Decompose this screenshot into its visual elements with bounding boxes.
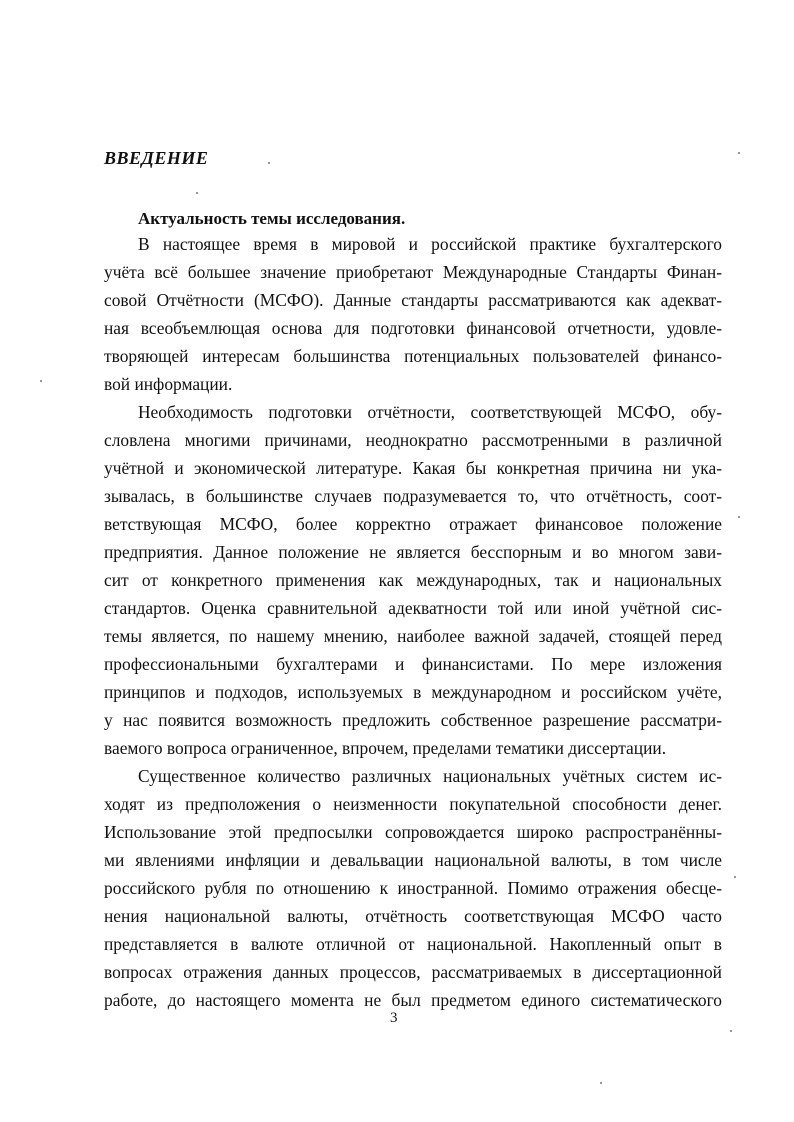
- text-line: словлена многими причинами, неоднократно рассмотренными в различной: [104, 430, 722, 450]
- scan-speck: [600, 1082, 602, 1084]
- text-line: Использование этой предпосылки сопровождается широко распространённы-: [104, 822, 722, 842]
- text-line: профессиональными бухгалтерами и финансистами. По мере изложения: [104, 654, 722, 674]
- text-line: принципов и подходов, используемых в международном и российском учёте,: [104, 682, 722, 702]
- text-line: темы является, по нашему мнению, наиболее важной задачей, стоящей перед: [104, 626, 722, 646]
- text-line: ваемого вопроса ограниченное, впрочем, пределами тематики диссертации.: [104, 738, 667, 758]
- text-line: учётной и экономической литературе. Какая бы конкретная причина ни ука-: [104, 458, 722, 478]
- text-line: предприятия. Данное положение не является бесспорным и во многом зави-: [104, 542, 722, 562]
- text-line: совой Отчётности (МСФО). Данные стандарты рассматриваются как адекват-: [104, 290, 722, 310]
- page-number: 3: [390, 1010, 398, 1026]
- text-line: нения национальной валюты, отчётность соответствующая МСФО часто: [104, 906, 722, 926]
- scan-speck: [40, 380, 42, 382]
- text-line: сит от конкретного применения как международных, так и национальных: [104, 570, 722, 590]
- text-line: у нас появится возможность предложить собственное разрешение рассматри-: [104, 710, 722, 730]
- scan-speck: [734, 876, 736, 878]
- text-line: представляется в валюте отличной от национальной. Накопленный опыт в: [104, 934, 722, 954]
- section-heading: ВВЕДЕНИЕ: [104, 148, 209, 168]
- text-line: ми явлениями инфляции и девальвации национальной валюты, в том числе: [104, 850, 722, 870]
- text-line: учёта всё большее значение приобретают Международные Стандарты Финан-: [104, 262, 722, 282]
- subsection-heading: Актуальность темы исследования.: [138, 209, 406, 228]
- text-line: В настоящее время в мировой и российской практике бухгалтерского: [138, 234, 722, 254]
- text-line: творяющей интересам большинства потенциальных пользователей финансо-: [104, 346, 722, 366]
- text-line: зывалась, в большинстве случаев подразумевается то, что отчётность, соот-: [104, 486, 722, 506]
- text-line: ходят из предположения о неизменности покупательной способности денег.: [104, 794, 722, 814]
- text-line: стандартов. Оценка сравнительной адекватности той или иной учётной сис-: [104, 598, 722, 618]
- text-line: вой информации.: [104, 374, 233, 394]
- text-line: вопросах отражения данных процессов, рассматриваемых в диссертационной: [104, 962, 722, 982]
- text-line: Существенное количество различных национальных учётных систем ис-: [138, 766, 722, 786]
- text-line: российского рубля по отношению к иностранной. Помимо отражения обесце-: [104, 878, 722, 898]
- scan-speck: [268, 162, 270, 164]
- text-line: ветствующая МСФО, более корректно отражает финансовое положение: [104, 514, 722, 534]
- text-line: работе, до настоящего момента не был предметом единого систематического: [104, 990, 722, 1010]
- text-line: Необходимость подготовки отчётности, соответствующей МСФО, обу-: [138, 402, 722, 422]
- scan-speck: [196, 192, 198, 194]
- text-line: ная всеобъемлющая основа для подготовки финансовой отчетности, удовле-: [104, 318, 722, 338]
- scan-speck: [730, 1030, 732, 1032]
- scan-speck: [738, 516, 740, 518]
- scan-speck: [738, 152, 740, 154]
